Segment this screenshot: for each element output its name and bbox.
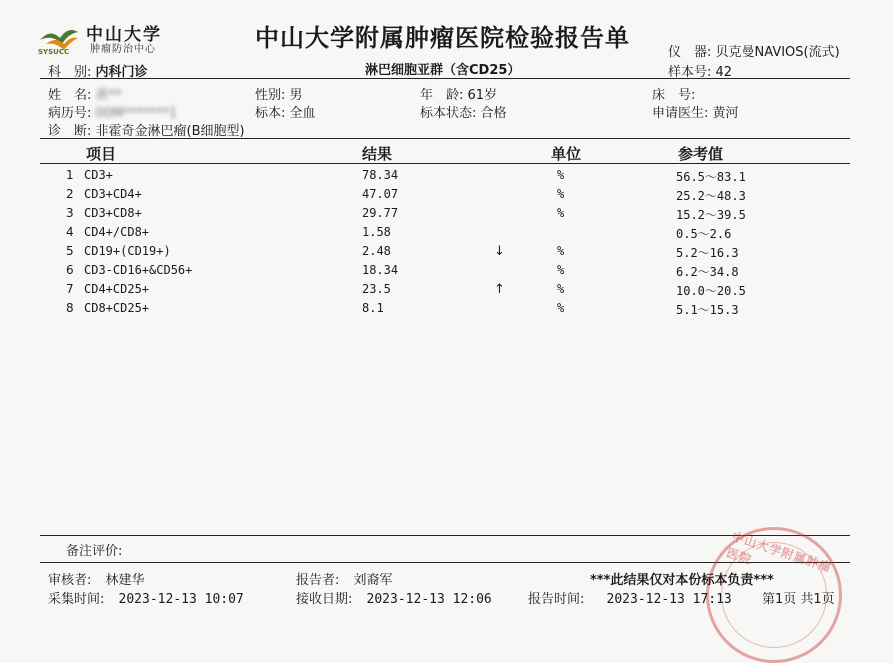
receive-date-field xyxy=(296,588,492,607)
report-time-field xyxy=(528,588,732,607)
row-reference: 56.5～83.1 xyxy=(676,170,746,184)
seal-text: 中山大学附属肿瘤医院 xyxy=(724,529,834,575)
bed-label: 床 号: xyxy=(652,88,696,103)
row-flag-icon: ↓ xyxy=(494,244,505,259)
gender-label: 性别: xyxy=(255,88,286,103)
info-divider xyxy=(40,138,850,139)
specimen-field xyxy=(255,102,316,121)
column-header-item: 项目 xyxy=(86,145,117,163)
specimen-status-label: 标本状态: xyxy=(420,106,477,121)
row-reference: 0.5～2.6 xyxy=(676,227,732,241)
column-header-reference: 参考值 xyxy=(678,145,724,163)
row-item: CD3+CD8+ xyxy=(84,206,142,220)
row-number: 4 xyxy=(66,225,74,239)
specimen-status-value: 合格 xyxy=(480,106,507,121)
record-number-field xyxy=(48,102,177,121)
column-header-result: 结果 xyxy=(362,145,393,163)
row-reference: 10.0～20.5 xyxy=(676,284,746,298)
collect-time-label: 采集时间: xyxy=(48,592,105,607)
department-label: 科 别: xyxy=(48,65,92,80)
row-number: 2 xyxy=(66,187,74,201)
reviewer-field xyxy=(48,569,145,588)
report-time-label: 报告时间: xyxy=(528,592,585,607)
gender-field xyxy=(255,84,303,103)
row-result: 78.34 xyxy=(362,168,399,182)
specimen-status-field xyxy=(420,102,507,121)
logo-subtitle: 肿瘤防治中心 xyxy=(90,44,156,55)
record-number-value: 00M*******1 xyxy=(95,106,178,121)
report-title: 中山大学附属肿瘤医院检验报告单 xyxy=(255,24,630,52)
row-reference: 25.2～48.3 xyxy=(676,189,746,203)
age-field xyxy=(420,84,497,103)
diagnosis-value: 非霍奇金淋巴瘤(B细胞型) xyxy=(95,124,245,139)
report-time-value: 2023-12-13 17:13 xyxy=(606,592,732,607)
instrument-value: 贝克曼NAVIOS(流式) xyxy=(715,45,840,60)
department-value: 内科门诊 xyxy=(95,65,148,80)
record-number-label: 病历号: xyxy=(48,106,92,121)
reviewer-value: 林建华 xyxy=(105,573,145,588)
row-result: 1.58 xyxy=(362,225,391,239)
row-result: 47.07 xyxy=(362,187,399,201)
test-subtitle: 淋巴细胞亚群（含CD25） xyxy=(365,63,521,78)
column-header-unit: 单位 xyxy=(551,145,582,163)
row-unit: % xyxy=(557,168,565,182)
reporter-field xyxy=(296,569,393,588)
row-reference: 6.2～34.8 xyxy=(676,265,739,279)
age-label: 年 龄: xyxy=(420,88,464,103)
specimen-label: 标本: xyxy=(255,106,286,121)
row-unit: % xyxy=(557,187,565,201)
row-unit: % xyxy=(557,282,565,296)
collect-time-field xyxy=(48,588,244,607)
row-item: CD19+(CD19+) xyxy=(84,244,171,258)
header-divider xyxy=(40,78,850,79)
row-item: CD3+CD4+ xyxy=(84,187,142,201)
age-value: 61岁 xyxy=(467,88,498,103)
patient-name-field xyxy=(48,84,122,103)
row-result: 23.5 xyxy=(362,282,391,296)
page-info: 第1页 共1页 xyxy=(762,592,835,607)
reporter-label: 报告者: xyxy=(296,573,340,588)
row-item: CD3-CD16+&CD56+ xyxy=(84,263,193,277)
row-unit: % xyxy=(557,206,565,220)
row-reference: 5.2～16.3 xyxy=(676,246,739,260)
row-item: CD8+CD25+ xyxy=(84,301,150,315)
logo-name: 中山大学 xyxy=(86,25,162,45)
sample-number-label: 样本号: xyxy=(668,65,712,80)
receive-date-value: 2023-12-13 12:06 xyxy=(366,592,492,607)
reviewer-label: 审核者: xyxy=(48,573,92,588)
row-item: CD3+ xyxy=(84,168,113,182)
row-number: 6 xyxy=(66,263,74,277)
row-unit: % xyxy=(557,301,565,315)
remarks-label: 备注评价: xyxy=(66,544,123,559)
row-number: 5 xyxy=(66,244,74,258)
row-number: 8 xyxy=(66,301,74,315)
row-result: 2.48 xyxy=(362,244,391,258)
receive-date-label: 接收日期: xyxy=(296,592,353,607)
instrument-field xyxy=(668,41,840,60)
row-reference: 15.2～39.5 xyxy=(676,208,746,222)
requesting-doctor-field xyxy=(652,102,739,121)
disclaimer-text: ***此结果仅对本份标本负责*** xyxy=(590,573,774,588)
row-result: 18.34 xyxy=(362,263,399,277)
sample-number-value: 42 xyxy=(715,65,733,80)
patient-name-label: 姓 名: xyxy=(48,88,92,103)
instrument-label: 仪 器: xyxy=(668,45,712,60)
row-reference: 5.1～15.3 xyxy=(676,303,739,317)
row-unit: % xyxy=(557,244,565,258)
patient-name-value: 黄** xyxy=(95,88,122,103)
requesting-doctor-value: 黄河 xyxy=(712,106,739,121)
logo-abbr: SYSUCC xyxy=(38,48,70,56)
collect-time-value: 2023-12-13 10:07 xyxy=(118,592,244,607)
row-item: CD4+/CD8+ xyxy=(84,225,150,239)
row-flag-icon: ↑ xyxy=(494,282,505,297)
bed-field xyxy=(652,84,695,103)
row-number: 1 xyxy=(66,168,74,182)
row-item: CD4+CD25+ xyxy=(84,282,150,296)
row-number: 7 xyxy=(66,282,74,296)
requesting-doctor-label: 申请医生: xyxy=(652,106,709,121)
diagnosis-field xyxy=(48,120,245,139)
row-number: 3 xyxy=(66,206,74,220)
row-result: 29.77 xyxy=(362,206,399,220)
table-header-divider xyxy=(40,163,850,164)
specimen-value: 全血 xyxy=(289,106,316,121)
row-unit: % xyxy=(557,263,565,277)
row-result: 8.1 xyxy=(362,301,384,315)
diagnosis-label: 诊 断: xyxy=(48,124,92,139)
gender-value: 男 xyxy=(289,88,303,103)
reporter-value: 刘裔军 xyxy=(353,573,393,588)
remarks-top-divider xyxy=(40,535,850,536)
